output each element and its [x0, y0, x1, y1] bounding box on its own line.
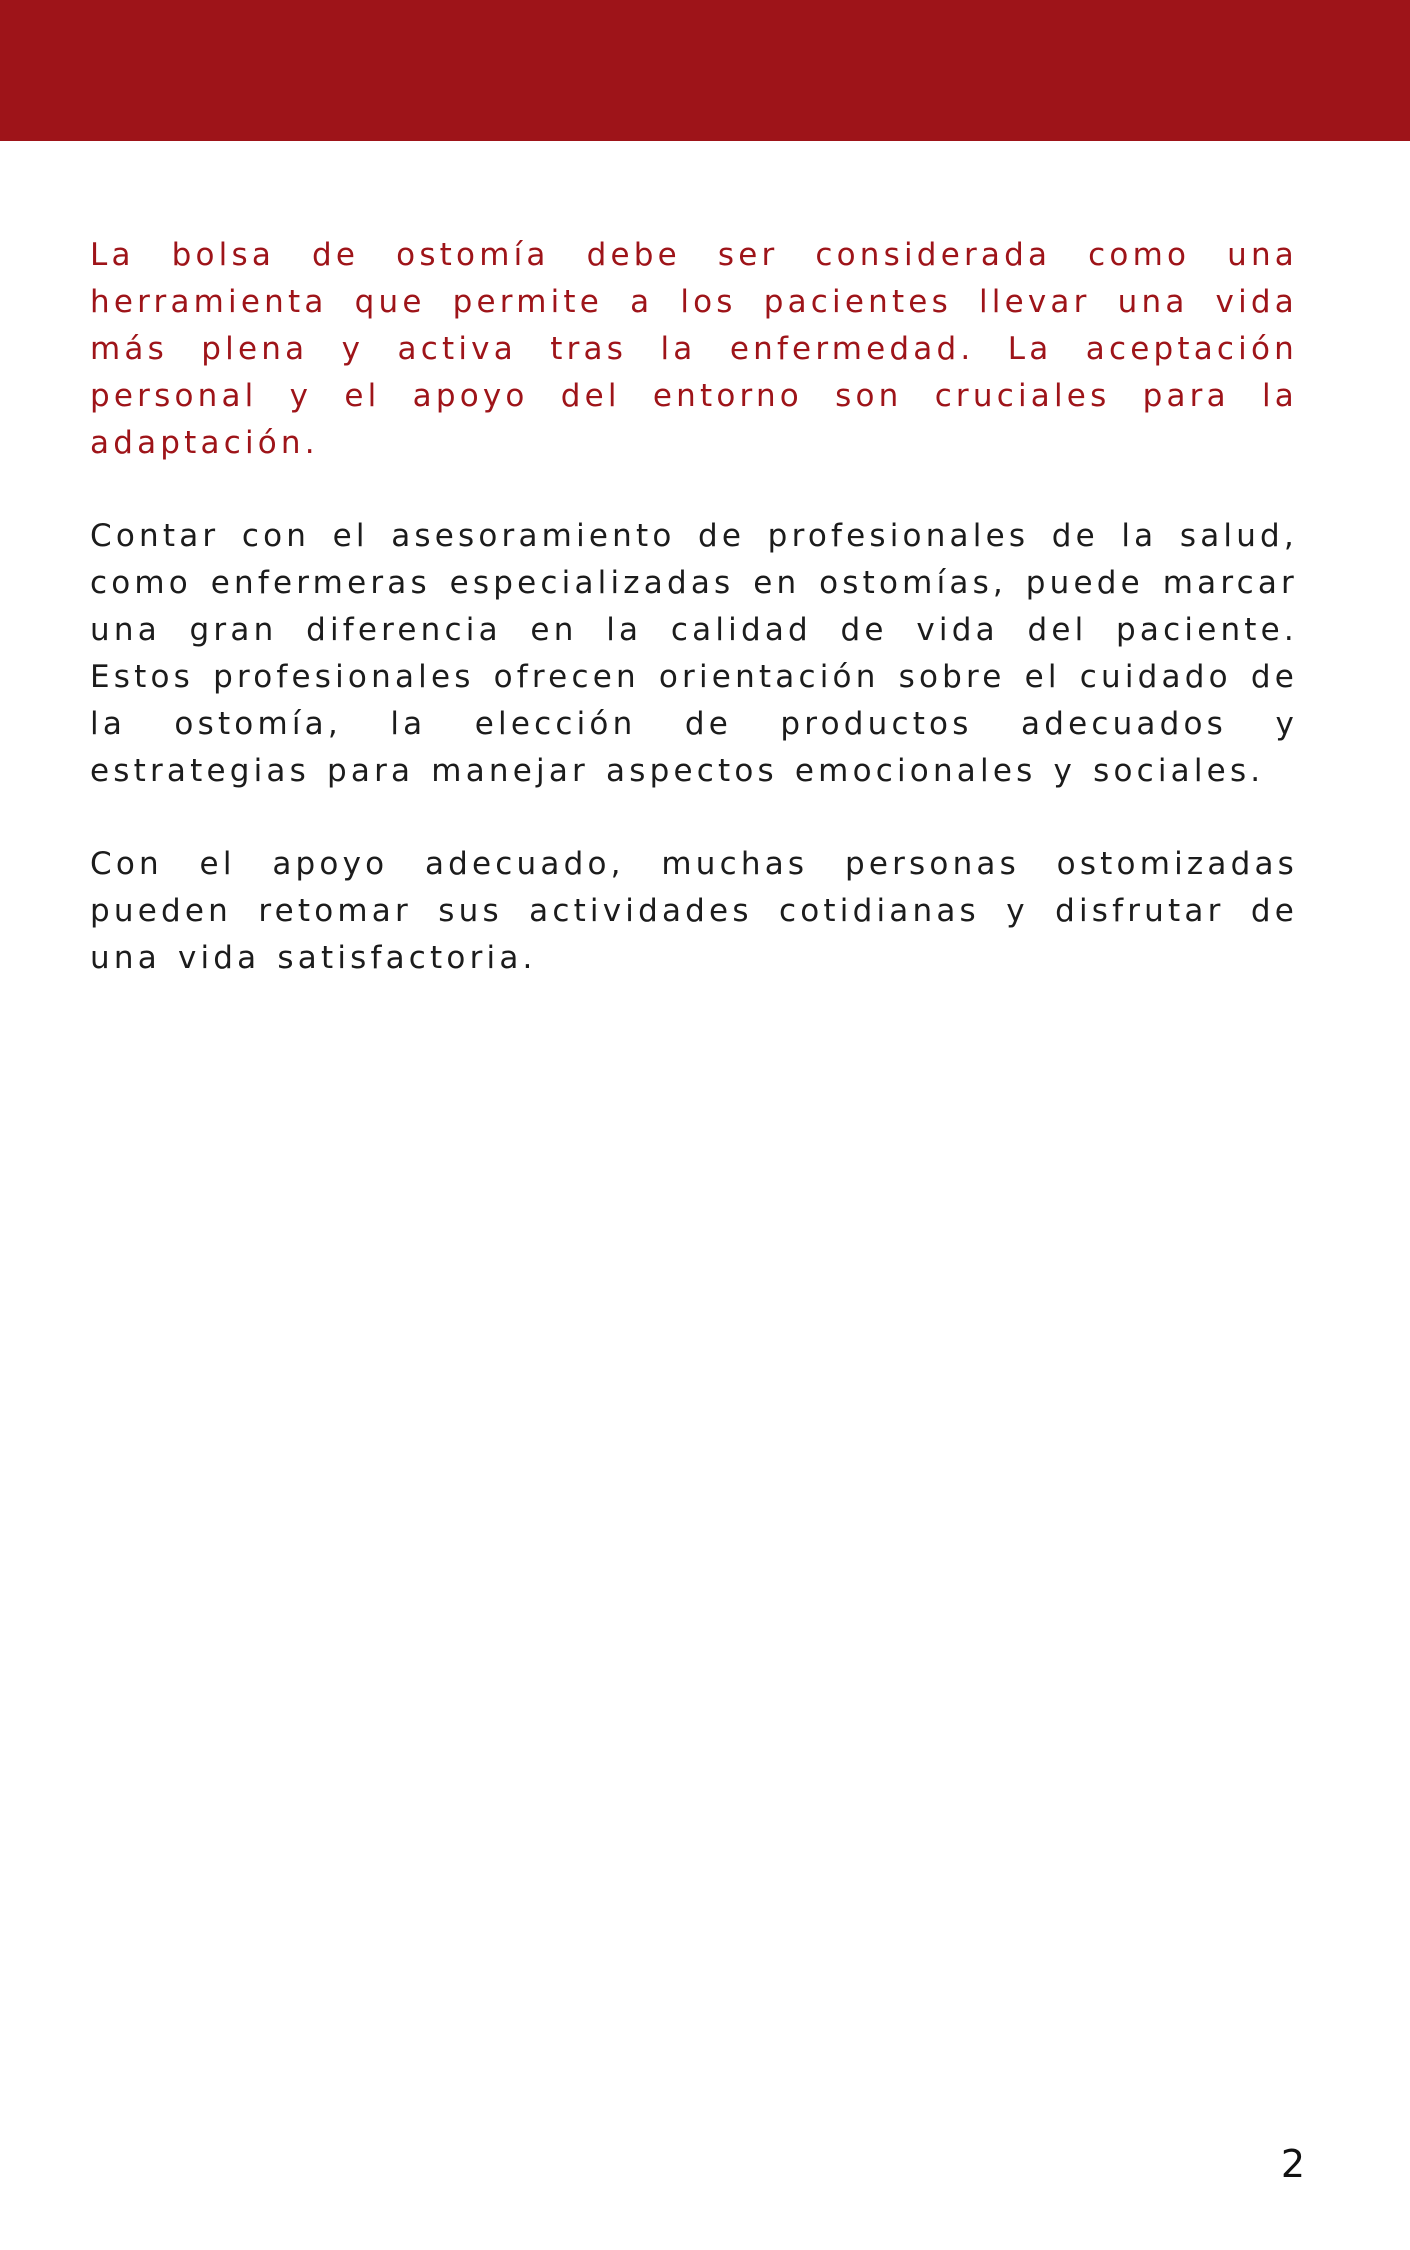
page-number: 2	[1280, 2142, 1305, 2186]
intro-paragraph: La bolsa de ostomía debe ser considerada como una herramienta que permite a los pacientes llevar una vida más plena y activa tras la enfermedad. La aceptación personal y el apoyo del entorno son cruciales para la adaptación.	[90, 237, 1298, 461]
page-content	[90, 232, 1298, 1028]
body-paragraph-professionals: Contar con el asesoramiento de profesionales de la salud, como enfermeras especializadas en ostomías, puede marcar una gran diferencia en la calidad de vida del paciente. Estos profesionales ofrecen orientación sobre el cuidado de la ostomía, la elección de productos adecuados y estrategias para manejar aspectos emocionales y sociales.	[90, 518, 1298, 789]
header-band	[0, 0, 1410, 141]
body-paragraph-support: Con el apoyo adecuado, muchas personas ostomizadas pueden retomar sus actividades cotidianas y disfrutar de una vida satisfactoria.	[90, 846, 1298, 976]
